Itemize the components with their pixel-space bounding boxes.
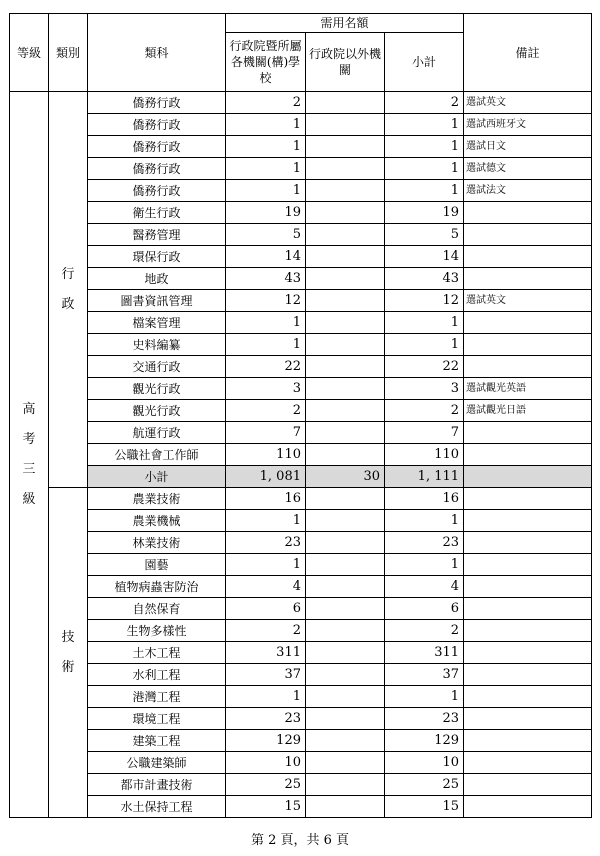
subject-name: 環境工程 [88, 708, 226, 730]
other-quota [306, 114, 385, 136]
table-row [10, 576, 592, 598]
category-label [49, 92, 88, 488]
other-quota [306, 224, 385, 246]
other-quota [306, 290, 385, 312]
row-total: 3 [385, 378, 464, 400]
subject-name: 航運行政 [88, 422, 226, 444]
category-label-char: 技 [61, 629, 75, 645]
subtotal-other: 30 [306, 466, 385, 488]
subject-name: 園藝 [88, 554, 226, 576]
table-row [10, 180, 592, 202]
subject-name: 水利工程 [88, 664, 226, 686]
table-row [10, 642, 592, 664]
exec-quota: 37 [226, 664, 306, 686]
row-total: 110 [385, 444, 464, 466]
subject-name: 僑務行政 [88, 136, 226, 158]
exec-quota: 23 [226, 708, 306, 730]
exec-quota: 23 [226, 532, 306, 554]
header-exec: 行政院暨所屬各機關(構)學校 [226, 33, 306, 92]
table-row [10, 510, 592, 532]
other-quota [306, 334, 385, 356]
table-row [10, 378, 592, 400]
other-quota [306, 268, 385, 290]
row-note [464, 774, 592, 796]
subject-name: 交通行政 [88, 356, 226, 378]
row-note [464, 246, 592, 268]
row-total: 7 [385, 422, 464, 444]
row-total: 1 [385, 158, 464, 180]
row-total: 6 [385, 598, 464, 620]
other-quota [306, 202, 385, 224]
subject-name: 觀光行政 [88, 400, 226, 422]
row-total: 22 [385, 356, 464, 378]
row-total: 25 [385, 774, 464, 796]
other-quota [306, 136, 385, 158]
table-row [10, 268, 592, 290]
header-subject: 類科 [88, 14, 226, 92]
row-total: 311 [385, 642, 464, 664]
subject-name: 僑務行政 [88, 92, 226, 114]
row-note [464, 576, 592, 598]
exec-quota: 22 [226, 356, 306, 378]
row-note [464, 664, 592, 686]
other-quota [306, 400, 385, 422]
header-quota-group: 需用名額 [226, 14, 464, 33]
row-note [464, 730, 592, 752]
row-note [464, 598, 592, 620]
subject-name: 生物多樣性 [88, 620, 226, 642]
row-total: 10 [385, 752, 464, 774]
row-total: 1 [385, 114, 464, 136]
row-note [464, 488, 592, 510]
table-row [10, 224, 592, 246]
level-label-char: 級 [22, 491, 36, 507]
row-total: 1 [385, 180, 464, 202]
table-row [10, 246, 592, 268]
other-quota [306, 378, 385, 400]
exec-quota: 10 [226, 752, 306, 774]
row-total: 1 [385, 334, 464, 356]
row-note: 選試法文 [464, 180, 592, 202]
subject-name: 建築工程 [88, 730, 226, 752]
table-row [10, 444, 592, 466]
subject-name: 史料編纂 [88, 334, 226, 356]
subject-name: 農業機械 [88, 510, 226, 532]
row-total: 12 [385, 290, 464, 312]
other-quota [306, 686, 385, 708]
exec-quota: 12 [226, 290, 306, 312]
table-row [10, 334, 592, 356]
category-label-char: 術 [61, 659, 75, 675]
subject-name: 僑務行政 [88, 114, 226, 136]
exec-quota: 1 [226, 686, 306, 708]
subject-name: 農業技術 [88, 488, 226, 510]
table-row [10, 290, 592, 312]
exec-quota: 19 [226, 202, 306, 224]
row-note [464, 444, 592, 466]
row-note [464, 224, 592, 246]
row-note [464, 202, 592, 224]
table-row [10, 554, 592, 576]
other-quota [306, 554, 385, 576]
exec-quota: 25 [226, 774, 306, 796]
table-row [10, 356, 592, 378]
exec-quota: 1 [226, 114, 306, 136]
quota-table [9, 13, 592, 818]
level-label-char: 三 [22, 461, 36, 477]
subject-name: 都市計畫技術 [88, 774, 226, 796]
table-row [10, 400, 592, 422]
table-row [10, 730, 592, 752]
other-quota [306, 312, 385, 334]
other-quota [306, 664, 385, 686]
exec-quota: 129 [226, 730, 306, 752]
exec-quota: 1 [226, 136, 306, 158]
row-note [464, 422, 592, 444]
other-quota [306, 356, 385, 378]
header-category: 類別 [49, 14, 88, 92]
level-label-char: 高 [22, 401, 36, 417]
header-notes: 備註 [464, 14, 592, 92]
row-total: 1 [385, 312, 464, 334]
exec-quota: 15 [226, 796, 306, 818]
exec-quota: 1 [226, 554, 306, 576]
other-quota [306, 246, 385, 268]
row-note [464, 334, 592, 356]
row-note [464, 752, 592, 774]
exec-quota: 1 [226, 312, 306, 334]
exec-quota: 1 [226, 334, 306, 356]
row-total: 2 [385, 92, 464, 114]
row-note [464, 686, 592, 708]
exec-quota: 43 [226, 268, 306, 290]
table-row [10, 202, 592, 224]
level-label [10, 92, 49, 818]
other-quota [306, 774, 385, 796]
subject-name: 環保行政 [88, 246, 226, 268]
row-note: 選試日文 [464, 136, 592, 158]
category-label-char: 行 [61, 266, 75, 282]
table-row [10, 686, 592, 708]
other-quota [306, 730, 385, 752]
subject-name: 檔案管理 [88, 312, 226, 334]
table-row [10, 598, 592, 620]
subject-name: 圖書資訊管理 [88, 290, 226, 312]
subtotal-total: 1, 111 [385, 466, 464, 488]
subject-name: 衛生行政 [88, 202, 226, 224]
exec-quota: 2 [226, 400, 306, 422]
row-note [464, 796, 592, 818]
row-note [464, 708, 592, 730]
other-quota [306, 510, 385, 532]
row-note [464, 554, 592, 576]
row-note [464, 268, 592, 290]
exec-quota: 7 [226, 422, 306, 444]
subject-name: 公職建築師 [88, 752, 226, 774]
exec-quota: 3 [226, 378, 306, 400]
header-subtotal: 小計 [385, 33, 464, 92]
row-total: 15 [385, 796, 464, 818]
other-quota [306, 642, 385, 664]
subject-name: 地政 [88, 268, 226, 290]
row-total: 19 [385, 202, 464, 224]
row-total: 1 [385, 136, 464, 158]
row-total: 23 [385, 708, 464, 730]
subtotal-exec: 1, 081 [226, 466, 306, 488]
row-note [464, 312, 592, 334]
row-total: 16 [385, 488, 464, 510]
row-total: 1 [385, 554, 464, 576]
table-row [10, 114, 592, 136]
category-label [49, 488, 88, 818]
table-row [10, 774, 592, 796]
subject-name: 植物病蟲害防治 [88, 576, 226, 598]
row-note: 選試英文 [464, 290, 592, 312]
other-quota [306, 532, 385, 554]
exec-quota: 1 [226, 180, 306, 202]
other-quota [306, 796, 385, 818]
subject-name: 水土保持工程 [88, 796, 226, 818]
table-row [10, 620, 592, 642]
row-total: 23 [385, 532, 464, 554]
subject-name: 醫務管理 [88, 224, 226, 246]
other-quota [306, 92, 385, 114]
subject-name: 林業技術 [88, 532, 226, 554]
other-quota [306, 752, 385, 774]
table-row [10, 708, 592, 730]
row-total: 1 [385, 686, 464, 708]
table-row [10, 488, 592, 510]
other-quota [306, 576, 385, 598]
subject-name: 港灣工程 [88, 686, 226, 708]
header-other: 行政院以外機關 [306, 33, 385, 92]
subtotal-label: 小計 [88, 466, 226, 488]
row-note [464, 620, 592, 642]
table-row [10, 312, 592, 334]
row-note [464, 510, 592, 532]
category-label-char: 政 [61, 296, 75, 312]
table-row [10, 752, 592, 774]
table-row [10, 664, 592, 686]
other-quota [306, 488, 385, 510]
row-note: 選試觀光英語 [464, 378, 592, 400]
subtotal-row [10, 466, 592, 488]
row-total: 129 [385, 730, 464, 752]
exec-quota: 2 [226, 620, 306, 642]
row-total: 1 [385, 510, 464, 532]
subject-name: 觀光行政 [88, 378, 226, 400]
row-total: 2 [385, 620, 464, 642]
table-row [10, 796, 592, 818]
row-note: 選試觀光日語 [464, 400, 592, 422]
other-quota [306, 598, 385, 620]
subject-name: 土木工程 [88, 642, 226, 664]
other-quota [306, 180, 385, 202]
level-label-char: 考 [22, 431, 36, 447]
row-note [464, 642, 592, 664]
row-total: 2 [385, 400, 464, 422]
header-level: 等級 [10, 14, 49, 92]
row-total: 43 [385, 268, 464, 290]
subtotal-note [464, 466, 592, 488]
table-row [10, 136, 592, 158]
table-row [10, 422, 592, 444]
other-quota [306, 158, 385, 180]
exec-quota: 1 [226, 510, 306, 532]
exec-quota: 5 [226, 224, 306, 246]
other-quota [306, 620, 385, 642]
exec-quota: 14 [226, 246, 306, 268]
row-note [464, 532, 592, 554]
row-total: 37 [385, 664, 464, 686]
subject-name: 僑務行政 [88, 158, 226, 180]
exec-quota: 1 [226, 158, 306, 180]
table-body [10, 92, 592, 818]
other-quota [306, 422, 385, 444]
row-note: 選試西班牙文 [464, 114, 592, 136]
subject-name: 自然保育 [88, 598, 226, 620]
table-row [10, 92, 592, 114]
other-quota [306, 708, 385, 730]
row-total: 4 [385, 576, 464, 598]
exec-quota: 6 [226, 598, 306, 620]
row-total: 14 [385, 246, 464, 268]
table-row [10, 158, 592, 180]
exec-quota: 2 [226, 92, 306, 114]
row-note [464, 356, 592, 378]
subject-name: 僑務行政 [88, 180, 226, 202]
table-row [10, 532, 592, 554]
row-total: 5 [385, 224, 464, 246]
exec-quota: 4 [226, 576, 306, 598]
exec-quota: 16 [226, 488, 306, 510]
page-footer: 第 2 頁，共 6 頁 [250, 833, 350, 848]
subject-name: 公職社會工作師 [88, 444, 226, 466]
exec-quota: 110 [226, 444, 306, 466]
exec-quota: 311 [226, 642, 306, 664]
row-note: 選試德文 [464, 158, 592, 180]
row-note: 選試英文 [464, 92, 592, 114]
other-quota [306, 444, 385, 466]
